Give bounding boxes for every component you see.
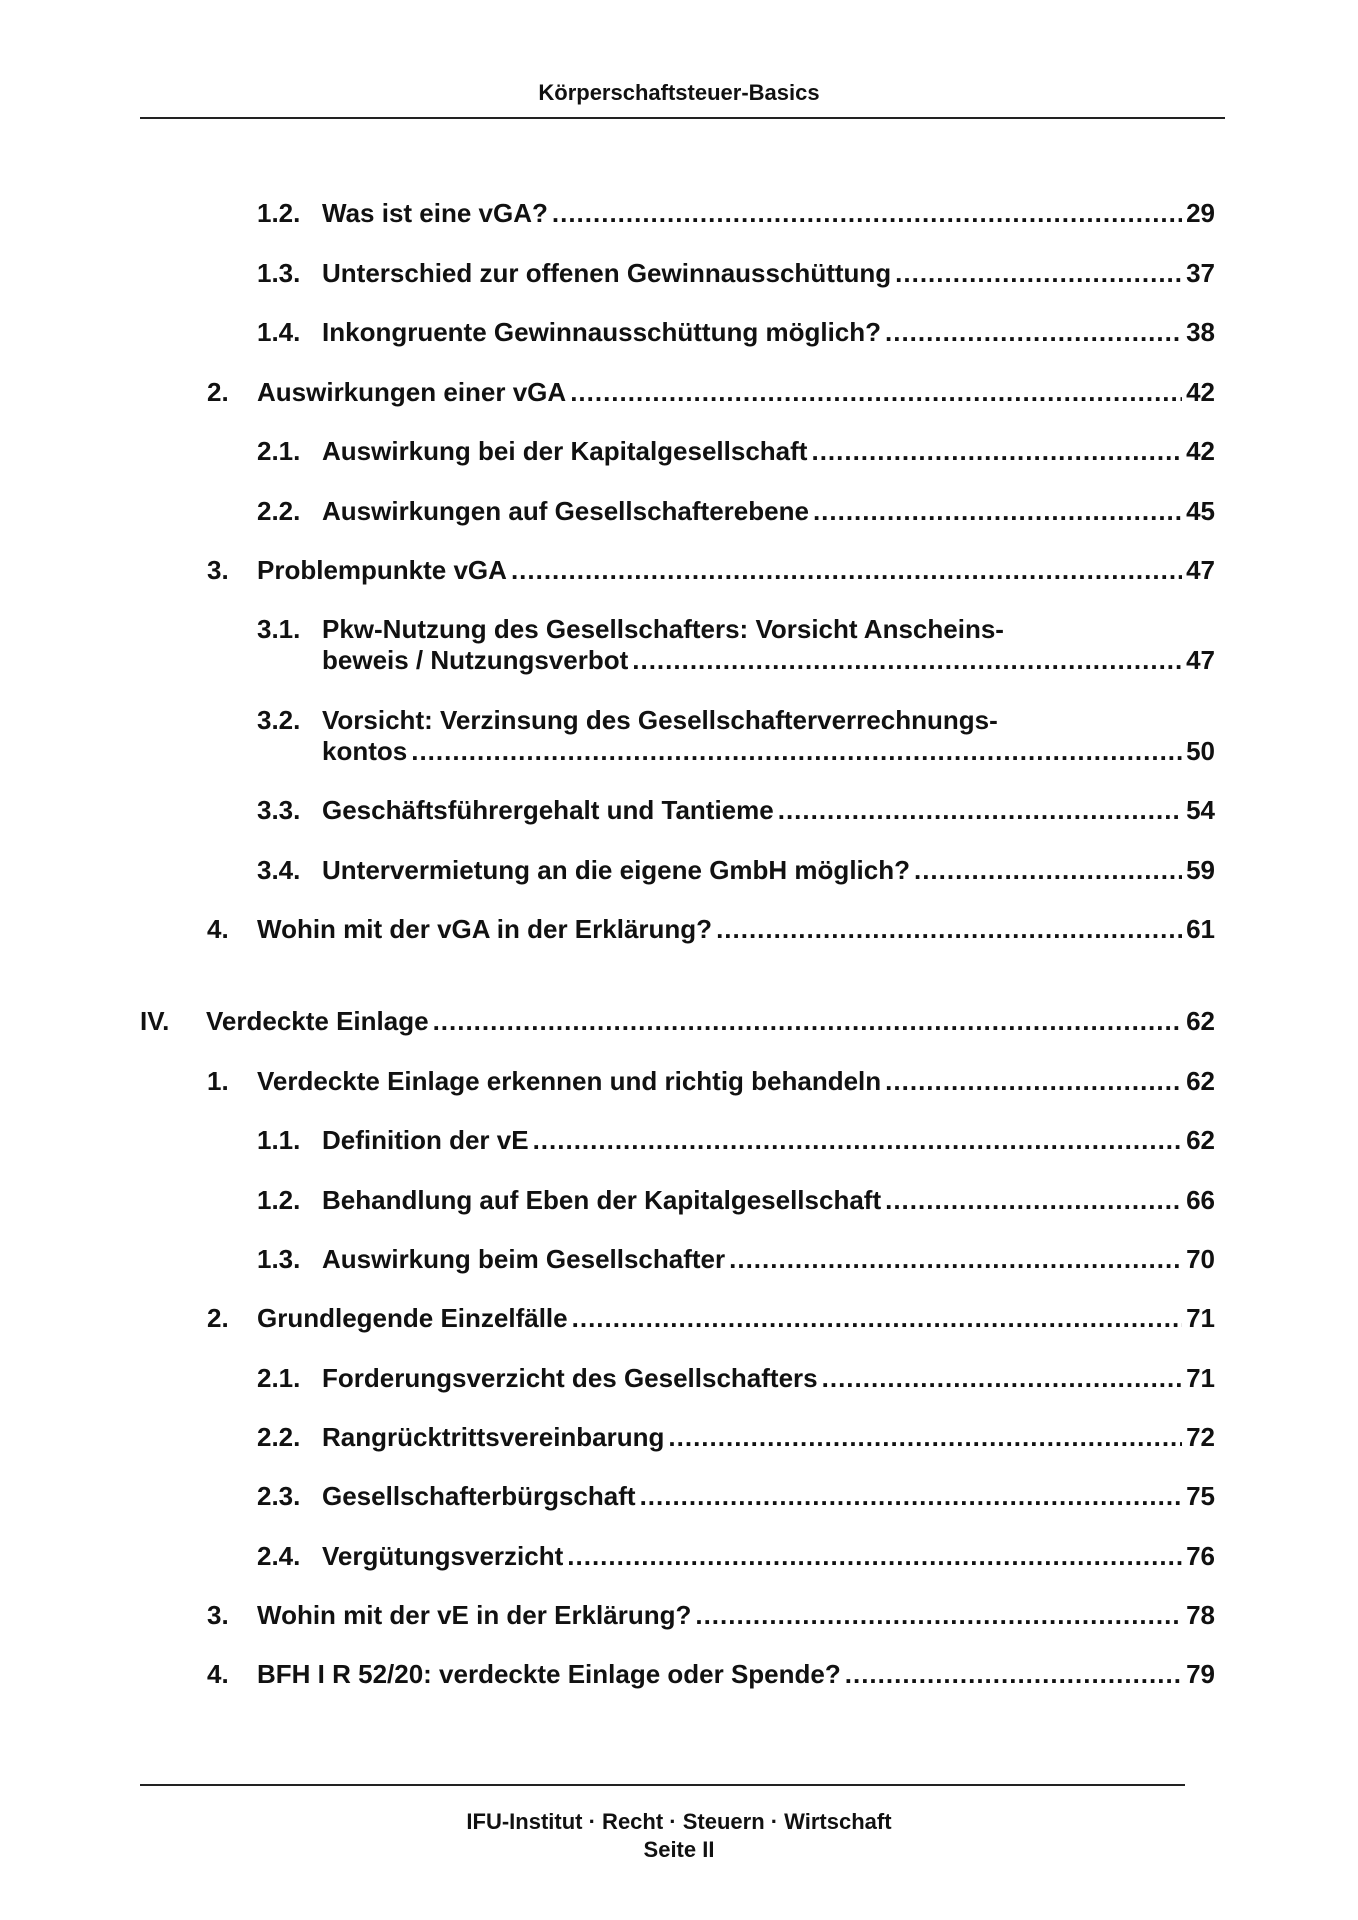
toc-entry-number: 1.2. — [257, 1185, 301, 1215]
toc-entry-title: Vergütungsverzicht — [322, 1541, 564, 1571]
toc-entry-title: Inkongruente Gewinnausschüttung möglich? — [322, 317, 882, 347]
toc-entry[interactable] — [257, 496, 1215, 527]
dot-leader — [668, 1422, 1182, 1453]
toc-entry[interactable] — [257, 705, 1215, 767]
toc-entry-title: Auswirkungen einer vGA — [257, 377, 567, 407]
toc-entry-title-line1: Pkw-Nutzung des Gesellschafters: Vorsicht Anscheins- — [322, 614, 1004, 644]
toc-entry-page: 62 — [1186, 1006, 1215, 1036]
toc-entry-title: Definition der vE — [322, 1125, 529, 1155]
dot-leader — [845, 1659, 1182, 1690]
toc-entry-number: 1. — [207, 1066, 229, 1096]
toc-entry-title: Wohin mit der vE in der Erklärung? — [257, 1600, 692, 1630]
dot-leader — [778, 795, 1182, 826]
toc-entry-title: Auswirkung bei der Kapitalgesellschaft — [322, 436, 808, 466]
toc-entry-page: 37 — [1186, 258, 1215, 288]
toc-entry[interactable] — [207, 377, 1215, 408]
dot-leader — [716, 914, 1182, 945]
toc-entry-number: 2.2. — [257, 496, 301, 526]
toc-entry-title: Auswirkungen auf Gesellschafterebene — [322, 496, 809, 526]
toc-entry-number: 3.2. — [257, 705, 301, 735]
toc-entry-title: Wohin mit der vGA in der Erklärung? — [257, 914, 713, 944]
toc-entry[interactable] — [257, 1541, 1215, 1572]
toc-entry-number: 1.3. — [257, 258, 301, 288]
dot-leader — [570, 377, 1182, 408]
toc-entry-title-line1: Vorsicht: Verzinsung des Gesellschafterverrechnungs- — [322, 705, 998, 735]
toc-entry-page: 47 — [1186, 645, 1215, 675]
dot-leader — [411, 736, 1182, 767]
toc-entry-number: 1.2. — [257, 198, 301, 228]
toc-entry-page: 62 — [1186, 1066, 1215, 1096]
toc-entry-number: 2. — [207, 377, 229, 407]
toc-entry[interactable] — [257, 1125, 1215, 1156]
toc-entry-title: Was ist eine vGA? — [322, 198, 548, 228]
toc-entry-number: 4. — [207, 914, 229, 944]
toc-entry[interactable] — [257, 1185, 1215, 1216]
toc-entry-page: 45 — [1186, 496, 1215, 526]
toc-entry-page: 75 — [1186, 1481, 1215, 1511]
toc-entry-title: Untervermietung an die eigene GmbH möglich? — [322, 855, 910, 885]
toc-entry-number: 4. — [207, 1659, 229, 1689]
dot-leader — [811, 436, 1182, 467]
toc-entry-number: 3.1. — [257, 614, 301, 644]
toc-entry-page: 29 — [1186, 198, 1215, 228]
toc-entry-page: 42 — [1186, 436, 1215, 466]
dot-leader — [433, 1006, 1183, 1037]
toc-entry-title: beweis / Nutzungsverbot — [322, 645, 629, 675]
toc-entry-page: 42 — [1186, 377, 1215, 407]
toc-entry-page: 54 — [1186, 795, 1215, 825]
dot-leader — [885, 1066, 1182, 1097]
dot-leader — [729, 1244, 1182, 1275]
toc-entry-title: Verdeckte Einlage — [206, 1006, 429, 1036]
toc-entry[interactable] — [257, 855, 1215, 886]
dot-leader — [895, 258, 1182, 289]
dot-leader — [552, 198, 1182, 229]
toc-entry[interactable] — [207, 555, 1215, 586]
toc-entry-number: 1.1. — [257, 1125, 301, 1155]
running-header: Körperschaftsteuer-Basics — [538, 80, 820, 105]
toc-entry[interactable] — [257, 1244, 1215, 1275]
toc-entry-title: Gesellschafterbürgschaft — [322, 1481, 636, 1511]
toc-entry-page: 38 — [1186, 317, 1215, 347]
toc-entry-number: 2.1. — [257, 436, 301, 466]
toc-entry-title: Auswirkung beim Gesellschafter — [322, 1244, 726, 1274]
toc-entry-number: 1.3. — [257, 1244, 301, 1274]
dot-leader — [533, 1125, 1183, 1156]
dot-leader — [511, 555, 1182, 586]
toc-entry-page: 71 — [1186, 1303, 1215, 1333]
footer-page-label: Seite II — [643, 1837, 715, 1862]
toc-entry-number: 3. — [207, 555, 229, 585]
toc-entry-title: Verdeckte Einlage erkennen und richtig behandeln — [257, 1066, 882, 1096]
toc-entry-title: Unterschied zur offenen Gewinnausschüttung — [322, 258, 892, 288]
footer-rule — [140, 1784, 1185, 1786]
toc-entry[interactable] — [207, 1600, 1215, 1631]
dot-leader — [822, 1363, 1182, 1394]
dot-leader — [885, 1185, 1182, 1216]
toc-entry-number: 3.3. — [257, 795, 301, 825]
toc-entry-number: 2. — [207, 1303, 229, 1333]
dot-leader — [695, 1600, 1182, 1631]
footer-publisher: IFU-Institut · Recht · Steuern · Wirtschaft — [466, 1809, 892, 1834]
dot-leader — [572, 1303, 1182, 1334]
dot-leader — [885, 317, 1182, 348]
toc-entry-number: 2.1. — [257, 1363, 301, 1393]
toc-entry[interactable] — [257, 317, 1215, 348]
toc-entry-page: 47 — [1186, 555, 1215, 585]
dot-leader — [640, 1481, 1183, 1512]
toc-entry-title: Grundlegende Einzelfälle — [257, 1303, 568, 1333]
toc-entry-title: Rangrücktrittsvereinbarung — [322, 1422, 665, 1452]
toc-entry-number: 2.3. — [257, 1481, 301, 1511]
header-rule — [140, 117, 1225, 119]
toc-entry-page: 72 — [1186, 1422, 1215, 1452]
toc-entry[interactable] — [257, 258, 1215, 289]
toc-entry[interactable] — [207, 1659, 1215, 1690]
dot-leader — [813, 496, 1182, 527]
dot-leader — [632, 645, 1182, 676]
toc-entry-number: 3.4. — [257, 855, 301, 885]
toc-entry-number: IV. — [140, 1006, 170, 1036]
toc-entry[interactable] — [257, 198, 1215, 229]
dot-leader — [567, 1541, 1182, 1572]
toc-entry-page: 76 — [1186, 1541, 1215, 1571]
toc-entry-title: Problempunkte vGA — [257, 555, 507, 585]
toc-entry-title: Behandlung auf Eben der Kapitalgesellschaft — [322, 1185, 882, 1215]
toc-entry-number: 2.2. — [257, 1422, 301, 1452]
toc-entry[interactable] — [257, 795, 1215, 826]
toc-entry-page: 79 — [1186, 1659, 1215, 1689]
toc-entry[interactable] — [257, 614, 1215, 676]
toc-entry-page: 59 — [1186, 855, 1215, 885]
toc-entry[interactable] — [207, 1303, 1215, 1334]
toc-entry-page: 70 — [1186, 1244, 1215, 1274]
toc-entry-page: 61 — [1186, 914, 1215, 944]
toc-entry-number: 1.4. — [257, 317, 301, 347]
toc-entry-title: Forderungsverzicht des Gesellschafters — [322, 1363, 818, 1393]
toc-entry[interactable] — [207, 914, 1215, 945]
toc-entry-page: 78 — [1186, 1600, 1215, 1630]
dot-leader — [914, 855, 1182, 886]
toc-entry[interactable] — [257, 1481, 1215, 1512]
toc-entry-title: BFH I R 52/20: verdeckte Einlage oder Spende? — [257, 1659, 841, 1689]
toc-entry-title: Geschäftsführergehalt und Tantieme — [322, 795, 774, 825]
toc-entry[interactable] — [140, 1006, 1215, 1037]
toc-entry-page: 62 — [1186, 1125, 1215, 1155]
toc-entry-title: kontos — [322, 736, 408, 766]
toc-entry[interactable] — [207, 1066, 1215, 1097]
toc-entry-number: 2.4. — [257, 1541, 301, 1571]
toc-entry[interactable] — [257, 1363, 1215, 1394]
toc-entry-number: 3. — [207, 1600, 229, 1630]
toc-entry-page: 66 — [1186, 1185, 1215, 1215]
toc-entry[interactable] — [257, 1422, 1215, 1453]
toc-entry[interactable] — [257, 436, 1215, 467]
toc-entry-page: 71 — [1186, 1363, 1215, 1393]
toc-entry-page: 50 — [1186, 736, 1215, 766]
